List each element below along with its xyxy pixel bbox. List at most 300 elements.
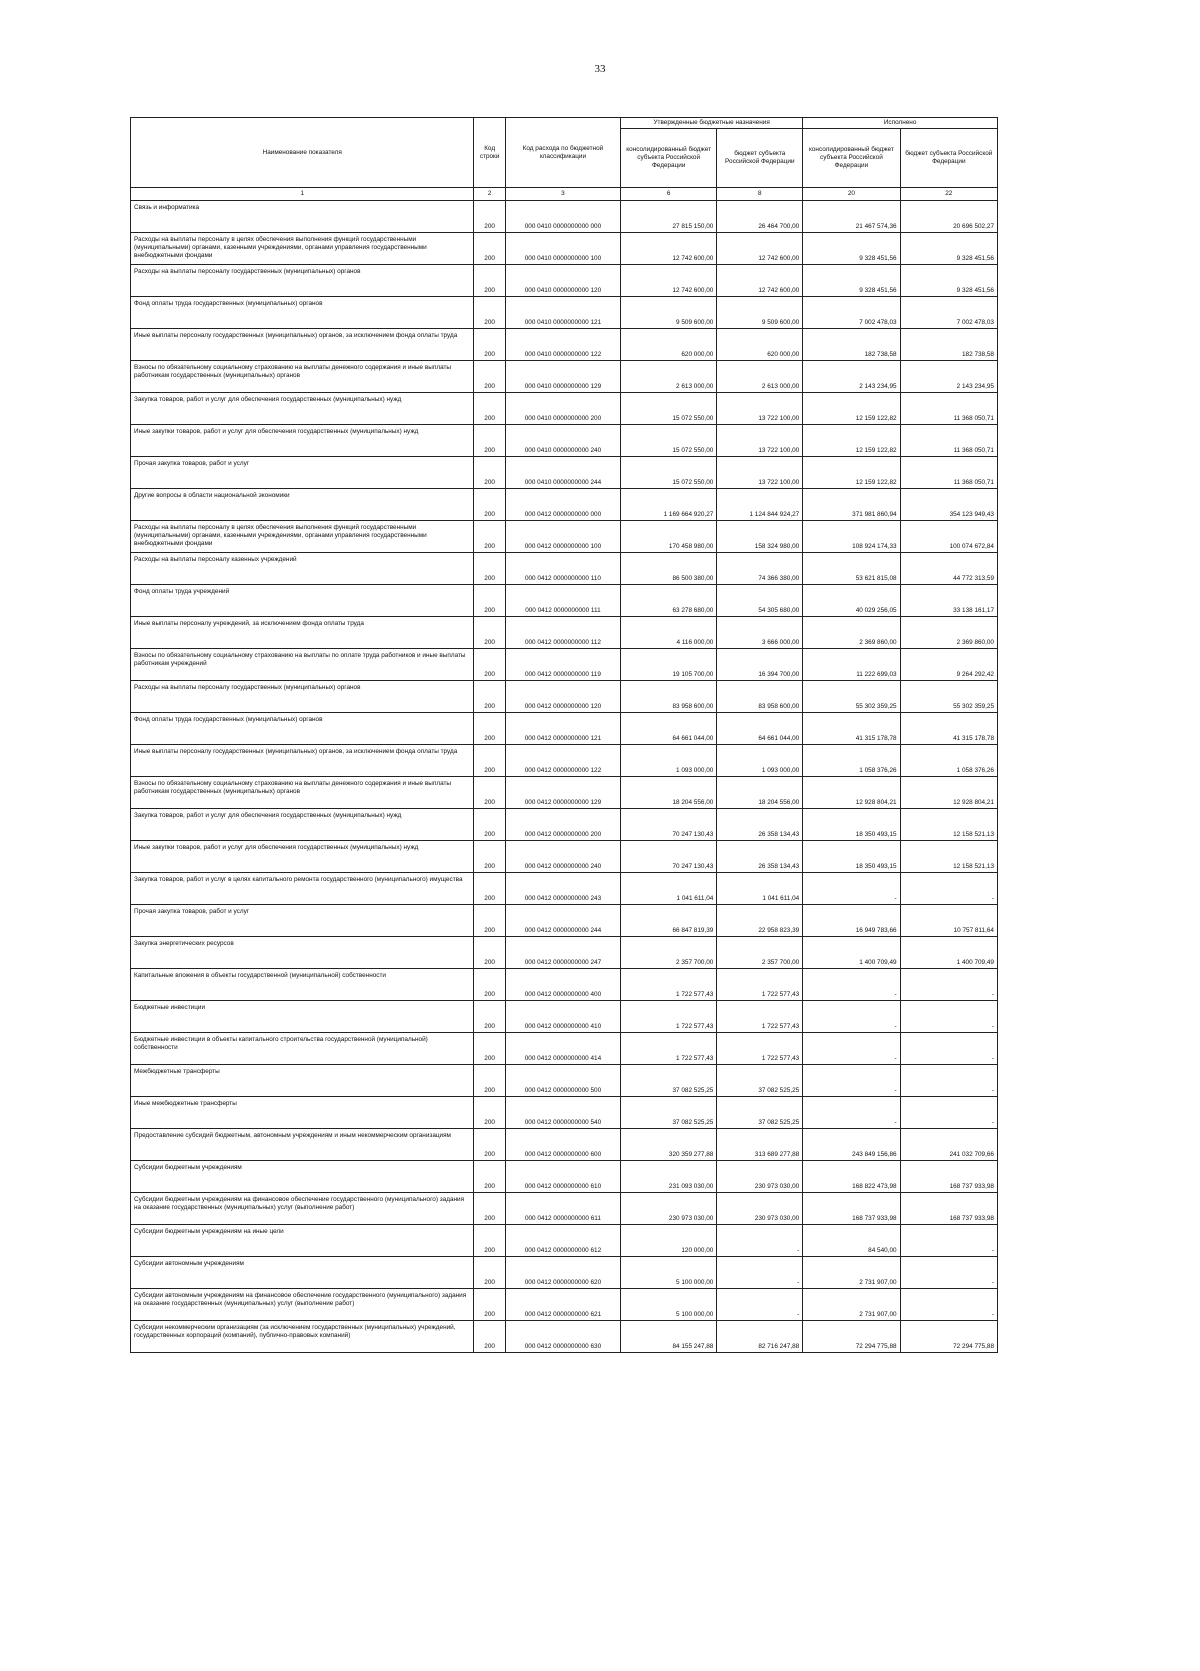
approved-consolidated-cell: 84 155 247,88 — [621, 1321, 717, 1353]
indicator-name-cell: Иные выплаты персоналу государственных (муниципальных) органов, за исключением фонда оплаты труда — [131, 745, 474, 777]
budget-code-cell: 000 0412 0000000000 400 — [505, 969, 620, 1001]
indicator-name-cell: Другие вопросы в области национальной экономики — [131, 489, 474, 521]
approved-subject-cell: 13 722 100,00 — [717, 425, 803, 457]
indicator-name-cell: Предоставление субсидий бюджетным, автономным учреждениям и иным некоммерческим организациям — [131, 1129, 474, 1161]
line-code-cell: 200 — [474, 1129, 505, 1161]
indicator-name-cell: Субсидии автономным учреждениям на финансовое обеспечение государственного (муниципального) задания на оказание государственных (муниципальных) услуг (выполнение работ) — [131, 1289, 474, 1321]
header-consolidated-approved: консолидированный бюджет субъекта Российской Федерации — [621, 129, 717, 188]
executed-consolidated-cell: 12 159 122,82 — [803, 425, 900, 457]
executed-subject-cell: 11 368 050,71 — [900, 393, 997, 425]
line-code-cell: 200 — [474, 393, 505, 425]
approved-subject-cell: 1 041 611,04 — [717, 873, 803, 905]
indicator-name-cell: Закупка товаров, работ и услуг в целях капитального ремонта государственного (муниципального) имущества — [131, 873, 474, 905]
executed-consolidated-cell: 2 143 234,95 — [803, 361, 900, 393]
indicator-name-cell: Иные выплаты персоналу учреждений, за исключением фонда оплаты труда — [131, 617, 474, 649]
approved-subject-cell: 2 357 700,00 — [717, 937, 803, 969]
line-code-cell: 200 — [474, 1065, 505, 1097]
approved-consolidated-cell: 1 093 000,00 — [621, 745, 717, 777]
line-code-cell: 200 — [474, 1033, 505, 1065]
indicator-name-cell: Иные межбюджетные трансферты — [131, 1097, 474, 1129]
indicator-name-cell: Межбюджетные трансферты — [131, 1065, 474, 1097]
executed-subject-cell: - — [900, 873, 997, 905]
indicator-name-cell: Иные закупки товаров, работ и услуг для обеспечения государственных (муниципальных) нужд — [131, 425, 474, 457]
approved-subject-cell: 82 716 247,88 — [717, 1321, 803, 1353]
executed-subject-cell: - — [900, 1065, 997, 1097]
budget-code-cell: 000 0412 0000000000 111 — [505, 585, 620, 617]
approved-consolidated-cell: 1 722 577,43 — [621, 969, 717, 1001]
budget-code-cell: 000 0410 0000000000 121 — [505, 297, 620, 329]
approved-consolidated-cell: 15 072 550,00 — [621, 425, 717, 457]
line-code-cell: 200 — [474, 1257, 505, 1289]
executed-subject-cell: 7 002 478,03 — [900, 297, 997, 329]
approved-subject-cell: 37 082 525,25 — [717, 1097, 803, 1129]
column-number: 1 — [131, 188, 474, 201]
column-number: 6 — [621, 188, 717, 201]
executed-consolidated-cell: 182 738,58 — [803, 329, 900, 361]
executed-subject-cell: 182 738,58 — [900, 329, 997, 361]
line-code-cell: 200 — [474, 233, 505, 265]
header-consolidated-executed: консолидированный бюджет субъекта Российской Федерации — [803, 129, 900, 188]
approved-consolidated-cell: 320 359 277,88 — [621, 1129, 717, 1161]
approved-subject-cell: 26 358 134,43 — [717, 809, 803, 841]
budget-code-cell: 000 0410 0000000000 200 — [505, 393, 620, 425]
approved-consolidated-cell: 18 204 556,00 — [621, 777, 717, 809]
executed-subject-cell: 44 772 313,59 — [900, 553, 997, 585]
column-number: 22 — [900, 188, 997, 201]
executed-consolidated-cell: 41 315 178,78 — [803, 713, 900, 745]
table-row — [131, 265, 998, 297]
executed-subject-cell: 10 757 811,64 — [900, 905, 997, 937]
approved-consolidated-cell: 37 082 525,25 — [621, 1065, 717, 1097]
executed-consolidated-cell: - — [803, 873, 900, 905]
executed-consolidated-cell: 16 949 783,66 — [803, 905, 900, 937]
approved-consolidated-cell: 4 116 000,00 — [621, 617, 717, 649]
executed-consolidated-cell: 2 369 860,00 — [803, 617, 900, 649]
approved-subject-cell: 9 509 600,00 — [717, 297, 803, 329]
header-budget-code: Код расхода по бюджетной классификации — [505, 118, 620, 188]
column-number: 2 — [474, 188, 505, 201]
line-code-cell: 200 — [474, 809, 505, 841]
indicator-name-cell: Субсидии некоммерческим организациям (за исключением государственных (муниципальных) учреждений, государственных корпораций (компаний), публично-правовых компаний) — [131, 1321, 474, 1353]
line-code-cell: 200 — [474, 1001, 505, 1033]
line-code-cell: 200 — [474, 361, 505, 393]
approved-subject-cell: 620 000,00 — [717, 329, 803, 361]
indicator-name-cell: Капитальные вложения в объекты государственной (муниципальной) собственности — [131, 969, 474, 1001]
budget-code-cell: 000 0410 0000000000 244 — [505, 457, 620, 489]
executed-subject-cell: 1 058 376,26 — [900, 745, 997, 777]
executed-subject-cell: 2 143 234,95 — [900, 361, 997, 393]
executed-subject-cell: - — [900, 1001, 997, 1033]
budget-code-cell: 000 0412 0000000000 612 — [505, 1225, 620, 1257]
table-row — [131, 329, 998, 361]
line-code-cell: 200 — [474, 873, 505, 905]
executed-subject-cell: - — [900, 1033, 997, 1065]
table-row — [131, 1193, 998, 1225]
table-row — [131, 297, 998, 329]
approved-subject-cell: 12 742 600,00 — [717, 265, 803, 297]
line-code-cell: 200 — [474, 457, 505, 489]
budget-code-cell: 000 0412 0000000000 000 — [505, 489, 620, 521]
line-code-cell: 200 — [474, 297, 505, 329]
executed-consolidated-cell: 1 058 376,26 — [803, 745, 900, 777]
budget-code-cell: 000 0412 0000000000 200 — [505, 809, 620, 841]
executed-consolidated-cell: 2 731 907,00 — [803, 1257, 900, 1289]
approved-subject-cell: 313 689 277,88 — [717, 1129, 803, 1161]
executed-subject-cell: 72 294 775,88 — [900, 1321, 997, 1353]
indicator-name-cell: Расходы на выплаты персоналу государственных (муниципальных) органов — [131, 681, 474, 713]
approved-consolidated-cell: 86 500 380,00 — [621, 553, 717, 585]
column-number: 3 — [505, 188, 620, 201]
approved-subject-cell: 3 666 000,00 — [717, 617, 803, 649]
executed-subject-cell: 55 302 359,25 — [900, 681, 997, 713]
approved-subject-cell: 26 358 134,43 — [717, 841, 803, 873]
budget-code-cell: 000 0412 0000000000 121 — [505, 713, 620, 745]
line-code-cell: 200 — [474, 841, 505, 873]
executed-consolidated-cell: - — [803, 969, 900, 1001]
executed-consolidated-cell: 243 849 156,86 — [803, 1129, 900, 1161]
table-row — [131, 777, 998, 809]
line-code-cell: 200 — [474, 521, 505, 553]
line-code-cell: 200 — [474, 489, 505, 521]
executed-subject-cell: 41 315 178,78 — [900, 713, 997, 745]
table-row — [131, 489, 998, 521]
indicator-name-cell: Субсидии бюджетным учреждениям на иные цели — [131, 1225, 474, 1257]
executed-consolidated-cell: 21 467 574,36 — [803, 201, 900, 233]
executed-subject-cell: 12 158 521,13 — [900, 841, 997, 873]
approved-subject-cell: - — [717, 1289, 803, 1321]
approved-consolidated-cell: 63 278 680,00 — [621, 585, 717, 617]
approved-consolidated-cell: 1 169 664 920,27 — [621, 489, 717, 521]
table-row — [131, 425, 998, 457]
line-code-cell: 200 — [474, 329, 505, 361]
executed-consolidated-cell: 55 302 359,25 — [803, 681, 900, 713]
line-code-cell: 200 — [474, 1289, 505, 1321]
header-executed-group: Исполнено — [803, 118, 998, 129]
executed-subject-cell: 20 696 502,27 — [900, 201, 997, 233]
table-row — [131, 553, 998, 585]
indicator-name-cell: Субсидии бюджетным учреждениям на финансовое обеспечение государственного (муниципального) задания на оказание государственных (муниципальных) услуг (выполнение работ) — [131, 1193, 474, 1225]
line-code-cell: 200 — [474, 713, 505, 745]
table-row — [131, 969, 998, 1001]
indicator-name-cell: Иные закупки товаров, работ и услуг для обеспечения государственных (муниципальных) нужд — [131, 841, 474, 873]
table-row — [131, 1001, 998, 1033]
executed-consolidated-cell: - — [803, 1065, 900, 1097]
table-row — [131, 905, 998, 937]
approved-consolidated-cell: 620 000,00 — [621, 329, 717, 361]
line-code-cell: 200 — [474, 201, 505, 233]
executed-consolidated-cell: 168 737 933,98 — [803, 1193, 900, 1225]
budget-code-cell: 000 0412 0000000000 600 — [505, 1129, 620, 1161]
executed-consolidated-cell: 168 822 473,98 — [803, 1161, 900, 1193]
budget-code-cell: 000 0412 0000000000 240 — [505, 841, 620, 873]
approved-subject-cell: 1 124 844 924,27 — [717, 489, 803, 521]
budget-code-cell: 000 0412 0000000000 620 — [505, 1257, 620, 1289]
table-row — [131, 809, 998, 841]
header-line-code: Код строки — [474, 118, 505, 188]
budget-code-cell: 000 0410 0000000000 240 — [505, 425, 620, 457]
budget-code-cell: 000 0412 0000000000 621 — [505, 1289, 620, 1321]
executed-consolidated-cell: 11 222 699,03 — [803, 649, 900, 681]
approved-consolidated-cell: 66 847 819,39 — [621, 905, 717, 937]
executed-subject-cell: 168 737 933,98 — [900, 1193, 997, 1225]
executed-consolidated-cell: 12 928 804,21 — [803, 777, 900, 809]
budget-code-cell: 000 0412 0000000000 244 — [505, 905, 620, 937]
approved-subject-cell: 2 613 000,00 — [717, 361, 803, 393]
executed-subject-cell: 9 328 451,56 — [900, 265, 997, 297]
approved-consolidated-cell: 231 093 030,00 — [621, 1161, 717, 1193]
indicator-name-cell: Бюджетные инвестиции в объекты капитального строительства государственной (муниципальной) собственности — [131, 1033, 474, 1065]
approved-consolidated-cell: 2 357 700,00 — [621, 937, 717, 969]
table-row — [131, 1065, 998, 1097]
table-row — [131, 521, 998, 553]
executed-subject-cell: 11 368 050,71 — [900, 457, 997, 489]
indicator-name-cell: Расходы на выплаты персоналу в целях обеспечения выполнения функций государственными (муниципальными) органами, казенными учреждениями, органами управления государственными внебюджетными фондами — [131, 233, 474, 265]
executed-subject-cell: 100 074 672,84 — [900, 521, 997, 553]
approved-subject-cell: 1 722 577,43 — [717, 1033, 803, 1065]
table-row — [131, 841, 998, 873]
executed-consolidated-cell: 12 159 122,82 — [803, 393, 900, 425]
budget-code-cell: 000 0412 0000000000 610 — [505, 1161, 620, 1193]
budget-code-cell: 000 0412 0000000000 122 — [505, 745, 620, 777]
table-row — [131, 361, 998, 393]
approved-subject-cell: 1 722 577,43 — [717, 969, 803, 1001]
indicator-name-cell: Фонд оплаты труда государственных (муниципальных) органов — [131, 297, 474, 329]
approved-consolidated-cell: 15 072 550,00 — [621, 393, 717, 425]
approved-subject-cell: 83 958 600,00 — [717, 681, 803, 713]
approved-consolidated-cell: 12 742 600,00 — [621, 265, 717, 297]
table-row — [131, 873, 998, 905]
table-body — [131, 201, 998, 1353]
table-row — [131, 1097, 998, 1129]
budget-code-cell: 000 0410 0000000000 120 — [505, 265, 620, 297]
approved-subject-cell: 22 958 823,39 — [717, 905, 803, 937]
table-row — [131, 649, 998, 681]
approved-subject-cell: 158 324 980,00 — [717, 521, 803, 553]
approved-consolidated-cell: 2 613 000,00 — [621, 361, 717, 393]
executed-subject-cell: 33 138 161,17 — [900, 585, 997, 617]
executed-subject-cell: 2 369 860,00 — [900, 617, 997, 649]
line-code-cell: 200 — [474, 649, 505, 681]
approved-subject-cell: 54 305 680,00 — [717, 585, 803, 617]
executed-consolidated-cell: - — [803, 1033, 900, 1065]
executed-consolidated-cell: 2 731 907,00 — [803, 1289, 900, 1321]
budget-code-cell: 000 0412 0000000000 243 — [505, 873, 620, 905]
table-row — [131, 201, 998, 233]
column-number: 8 — [717, 188, 803, 201]
line-code-cell: 200 — [474, 681, 505, 713]
indicator-name-cell: Фонд оплаты труда государственных (муниципальных) органов — [131, 713, 474, 745]
approved-subject-cell: 18 204 556,00 — [717, 777, 803, 809]
approved-subject-cell: 230 973 030,00 — [717, 1161, 803, 1193]
line-code-cell: 200 — [474, 1097, 505, 1129]
header-approved-group: Утвержденные бюджетные назначения — [621, 118, 803, 129]
header-subject-executed: бюджет субъекта Российской Федерации — [900, 129, 997, 188]
budget-report-table — [130, 117, 998, 1353]
executed-subject-cell: 354 123 949,43 — [900, 489, 997, 521]
table-row — [131, 1225, 998, 1257]
budget-code-cell: 000 0412 0000000000 112 — [505, 617, 620, 649]
line-code-cell: 200 — [474, 937, 505, 969]
table-row — [131, 457, 998, 489]
executed-consolidated-cell: 18 350 493,15 — [803, 809, 900, 841]
approved-consolidated-cell: 9 509 600,00 — [621, 297, 717, 329]
approved-subject-cell: 74 366 380,00 — [717, 553, 803, 585]
table-row — [131, 681, 998, 713]
approved-consolidated-cell: 19 105 700,00 — [621, 649, 717, 681]
approved-consolidated-cell: 70 247 130,43 — [621, 841, 717, 873]
budget-code-cell: 000 0412 0000000000 120 — [505, 681, 620, 713]
approved-consolidated-cell: 230 973 030,00 — [621, 1193, 717, 1225]
executed-consolidated-cell: 84 540,00 — [803, 1225, 900, 1257]
table-row — [131, 1033, 998, 1065]
approved-consolidated-cell: 15 072 550,00 — [621, 457, 717, 489]
budget-code-cell: 000 0410 0000000000 122 — [505, 329, 620, 361]
executed-subject-cell: 168 737 933,98 — [900, 1161, 997, 1193]
approved-subject-cell: 12 742 600,00 — [717, 233, 803, 265]
line-code-cell: 200 — [474, 1225, 505, 1257]
executed-consolidated-cell: - — [803, 1001, 900, 1033]
approved-consolidated-cell: 1 722 577,43 — [621, 1033, 717, 1065]
indicator-name-cell: Иные выплаты персоналу государственных (муниципальных) органов, за исключением фонда оплаты труда — [131, 329, 474, 361]
line-code-cell: 200 — [474, 1193, 505, 1225]
approved-consolidated-cell: 170 458 980,00 — [621, 521, 717, 553]
approved-consolidated-cell: 83 958 600,00 — [621, 681, 717, 713]
approved-subject-cell: - — [717, 1225, 803, 1257]
line-code-cell: 200 — [474, 265, 505, 297]
executed-consolidated-cell: 72 294 775,88 — [803, 1321, 900, 1353]
table-row — [131, 1289, 998, 1321]
approved-consolidated-cell: 12 742 600,00 — [621, 233, 717, 265]
line-code-cell: 200 — [474, 1161, 505, 1193]
executed-subject-cell: - — [900, 1289, 997, 1321]
indicator-name-cell: Расходы на выплаты персоналу казенных учреждений — [131, 553, 474, 585]
approved-subject-cell: 230 973 030,00 — [717, 1193, 803, 1225]
approved-subject-cell: 13 722 100,00 — [717, 393, 803, 425]
indicator-name-cell: Взносы по обязательному социальному страхованию на выплаты по оплате труда работников и иные выплаты работникам учреждений — [131, 649, 474, 681]
executed-consolidated-cell: 12 159 122,82 — [803, 457, 900, 489]
indicator-name-cell: Субсидии автономным учреждениям — [131, 1257, 474, 1289]
approved-subject-cell: 1 722 577,43 — [717, 1001, 803, 1033]
table-row — [131, 1161, 998, 1193]
line-code-cell: 200 — [474, 777, 505, 809]
executed-subject-cell: 9 328 451,56 — [900, 233, 997, 265]
approved-subject-cell: 26 464 700,00 — [717, 201, 803, 233]
indicator-name-cell: Прочая закупка товаров, работ и услуг — [131, 905, 474, 937]
executed-consolidated-cell: - — [803, 1097, 900, 1129]
executed-subject-cell: - — [900, 1097, 997, 1129]
executed-subject-cell: 12 928 804,21 — [900, 777, 997, 809]
approved-consolidated-cell: 1 722 577,43 — [621, 1001, 717, 1033]
table-row — [131, 937, 998, 969]
executed-consolidated-cell: 1 400 709,49 — [803, 937, 900, 969]
approved-consolidated-cell: 27 815 150,00 — [621, 201, 717, 233]
approved-consolidated-cell: 37 082 525,25 — [621, 1097, 717, 1129]
table-row — [131, 1129, 998, 1161]
executed-consolidated-cell: 53 621 815,08 — [803, 553, 900, 585]
approved-subject-cell: 16 394 700,00 — [717, 649, 803, 681]
indicator-name-cell: Расходы на выплаты персоналу в целях обеспечения выполнения функций государственными (муниципальными) органами, казенными учреждениями, органами управления государственными внебюджетными фондами — [131, 521, 474, 553]
line-code-cell: 200 — [474, 617, 505, 649]
executed-subject-cell: - — [900, 1257, 997, 1289]
indicator-name-cell: Субсидии бюджетным учреждениям — [131, 1161, 474, 1193]
approved-consolidated-cell: 1 041 611,04 — [621, 873, 717, 905]
budget-code-cell: 000 0412 0000000000 129 — [505, 777, 620, 809]
approved-consolidated-cell: 64 661 044,00 — [621, 713, 717, 745]
approved-subject-cell: 37 082 525,25 — [717, 1065, 803, 1097]
header-subject-approved: бюджет субъекта Российской Федерации — [717, 129, 803, 188]
header-name: Наименование показателя — [131, 118, 474, 188]
executed-subject-cell: 1 400 709,49 — [900, 937, 997, 969]
indicator-name-cell: Взносы по обязательному социальному страхованию на выплаты денежного содержания и иные выплаты работникам государственных (муниципальных) органов — [131, 777, 474, 809]
line-code-cell: 200 — [474, 745, 505, 777]
budget-code-cell: 000 0412 0000000000 630 — [505, 1321, 620, 1353]
budget-code-cell: 000 0410 0000000000 100 — [505, 233, 620, 265]
line-code-cell: 200 — [474, 905, 505, 937]
executed-consolidated-cell: 7 002 478,03 — [803, 297, 900, 329]
table-row — [131, 1257, 998, 1289]
table-row — [131, 745, 998, 777]
table-row — [131, 393, 998, 425]
executed-subject-cell: 9 264 292,42 — [900, 649, 997, 681]
budget-code-cell: 000 0412 0000000000 414 — [505, 1033, 620, 1065]
executed-subject-cell: 241 032 709,66 — [900, 1129, 997, 1161]
column-number: 20 — [803, 188, 900, 201]
budget-code-cell: 000 0410 0000000000 000 — [505, 201, 620, 233]
approved-consolidated-cell: 70 247 130,43 — [621, 809, 717, 841]
executed-consolidated-cell: 9 328 451,56 — [803, 233, 900, 265]
executed-consolidated-cell: 9 328 451,56 — [803, 265, 900, 297]
budget-code-cell: 000 0412 0000000000 611 — [505, 1193, 620, 1225]
approved-subject-cell: 13 722 100,00 — [717, 457, 803, 489]
executed-consolidated-cell: 371 981 860,94 — [803, 489, 900, 521]
executed-subject-cell: - — [900, 1225, 997, 1257]
indicator-name-cell: Связь и информатика — [131, 201, 474, 233]
table-row — [131, 585, 998, 617]
approved-subject-cell: - — [717, 1257, 803, 1289]
budget-code-cell: 000 0412 0000000000 540 — [505, 1097, 620, 1129]
executed-subject-cell: 12 158 521,13 — [900, 809, 997, 841]
line-code-cell: 200 — [474, 553, 505, 585]
budget-code-cell: 000 0412 0000000000 500 — [505, 1065, 620, 1097]
line-code-cell: 200 — [474, 425, 505, 457]
executed-consolidated-cell: 18 350 493,15 — [803, 841, 900, 873]
page-number: 33 — [594, 63, 606, 75]
approved-consolidated-cell: 5 100 000,00 — [621, 1289, 717, 1321]
approved-subject-cell: 64 661 044,00 — [717, 713, 803, 745]
line-code-cell: 200 — [474, 585, 505, 617]
executed-consolidated-cell: 40 029 256,05 — [803, 585, 900, 617]
budget-code-cell: 000 0412 0000000000 110 — [505, 553, 620, 585]
table-row — [131, 1321, 998, 1353]
table-row — [131, 233, 998, 265]
executed-subject-cell: 11 368 050,71 — [900, 425, 997, 457]
approved-consolidated-cell: 5 100 000,00 — [621, 1257, 717, 1289]
executed-subject-cell: - — [900, 969, 997, 1001]
approved-consolidated-cell: 120 000,00 — [621, 1225, 717, 1257]
indicator-name-cell: Закупка товаров, работ и услуг для обеспечения государственных (муниципальных) нужд — [131, 393, 474, 425]
indicator-name-cell: Закупка энергетических ресурсов — [131, 937, 474, 969]
approved-subject-cell: 1 093 000,00 — [717, 745, 803, 777]
indicator-name-cell: Бюджетные инвестиции — [131, 1001, 474, 1033]
table-row — [131, 617, 998, 649]
budget-code-cell: 000 0412 0000000000 100 — [505, 521, 620, 553]
budget-code-cell: 000 0412 0000000000 247 — [505, 937, 620, 969]
budget-code-cell: 000 0412 0000000000 119 — [505, 649, 620, 681]
line-code-cell: 200 — [474, 1321, 505, 1353]
table-row — [131, 713, 998, 745]
indicator-name-cell: Фонд оплаты труда учреждений — [131, 585, 474, 617]
budget-code-cell: 000 0412 0000000000 410 — [505, 1001, 620, 1033]
